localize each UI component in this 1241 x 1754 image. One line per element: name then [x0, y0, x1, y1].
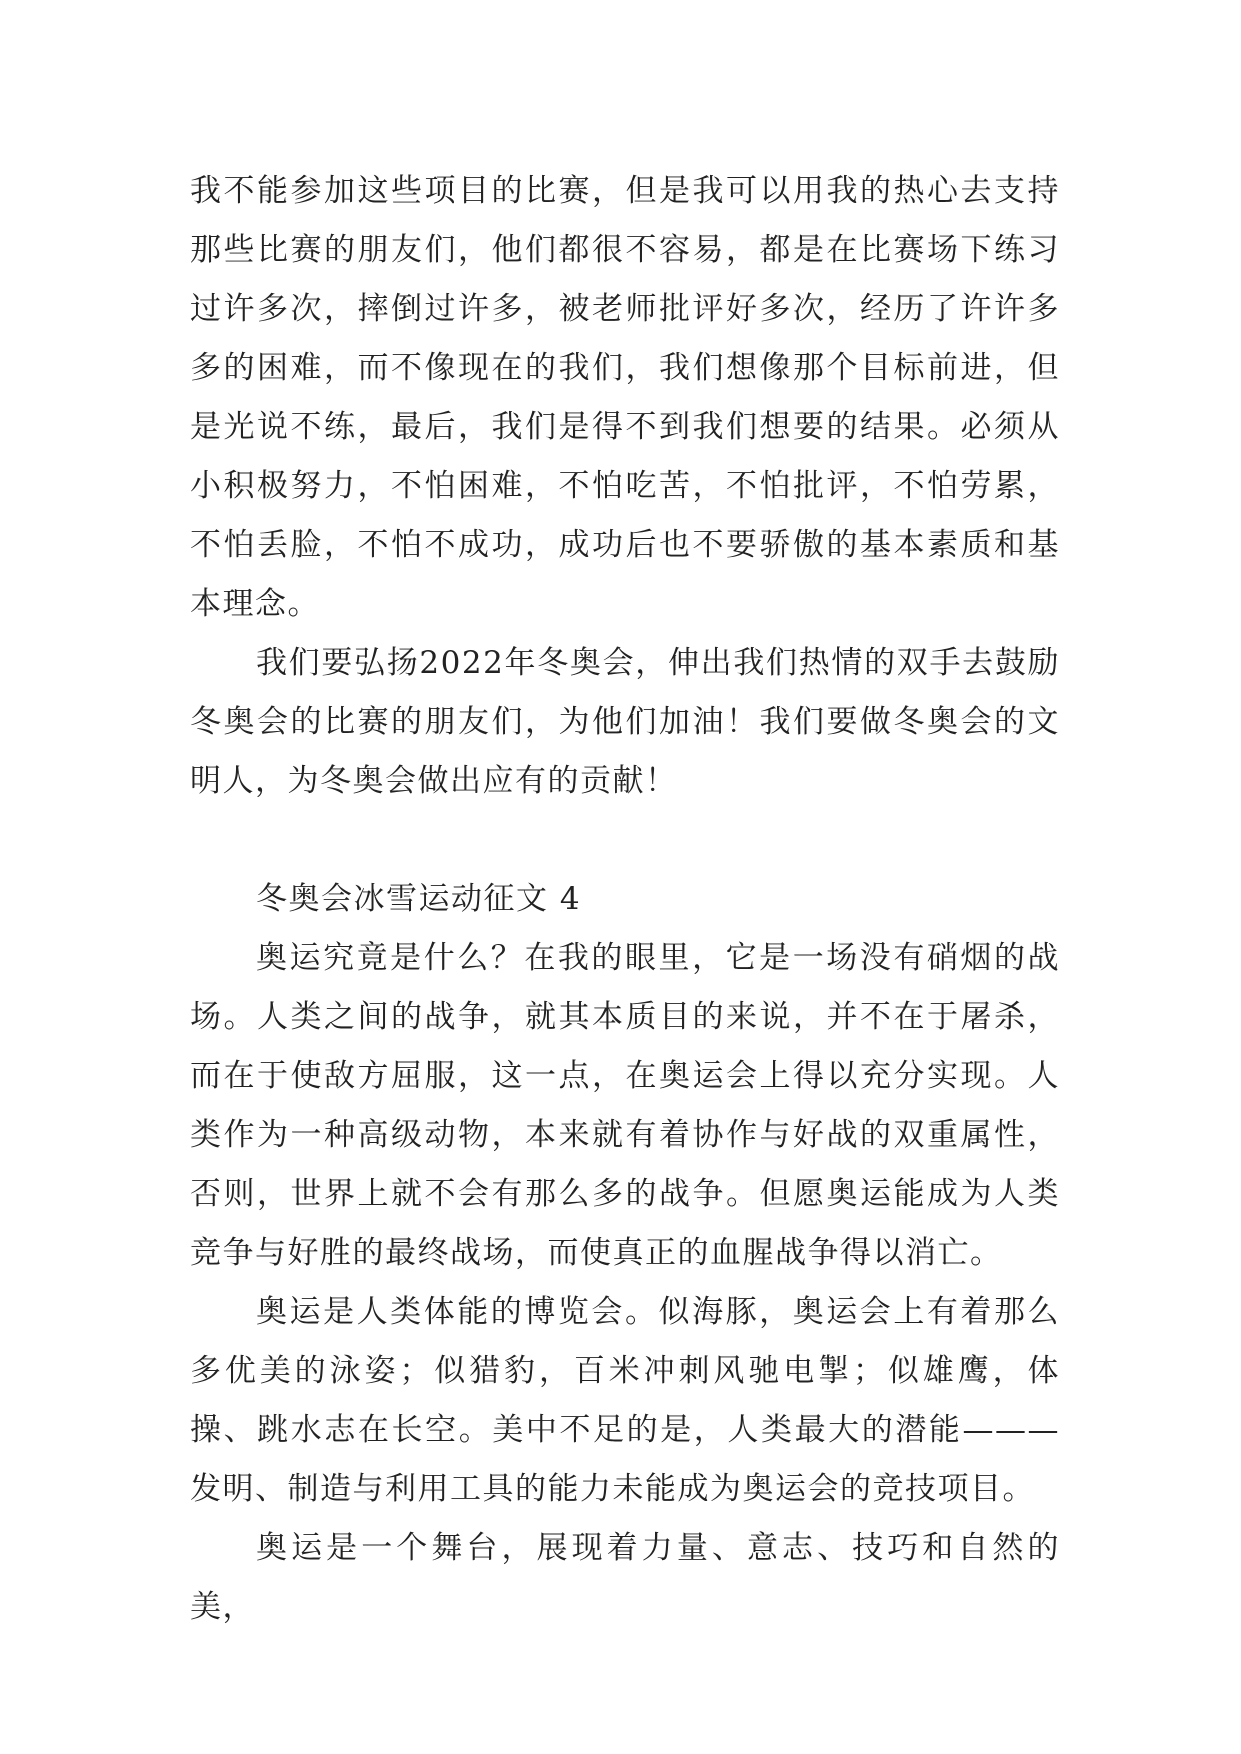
section-title: 冬奥会冰雪运动征文 4 [256, 881, 582, 917]
paragraph-olympics-expo: 奥运是人类体能的博览会。似海豚，奥运会上有着那么多优美的泳姿；似猎豹，百米冲刺风驰电掣；似雄鹰，体操、跳水志在长空。美中不足的是，人类最大的潜能———发明、制造与利用工具的能力未能成为奥运会的竞技项目。 [190, 1294, 1060, 1507]
paragraph-continued: 我不能参加这些项目的比赛，但是我可以用我的热心去支持那些比赛的朋友们，他们都很不容易，都是在比赛场下练习过许多次，摔倒过许多，被老师批评好多次，经历了许许多多的困难，而不像现在的我们，我们想像那个目标前进，但是光说不练，最后，我们是得不到我们想要的结果。必须从小积极努力，不怕困难，不怕吃苦，不怕批评，不怕劳累，不怕丢脸，不怕不成功，成功后也不要骄傲的基本素质和基本理念。 [190, 173, 1060, 622]
paragraph-olympics-battlefield: 奥运究竟是什么？在我的眼里，它是一场没有硝烟的战场。人类之间的战争，就其本质目的来说，并不在于屠杀，而在于使敌方屈服，这一点，在奥运会上得以充分实现。人类作为一种高级动物，本来就有着协作与好战的双重属性，否则，世界上就不会有那么多的战争。但愿奥运能成为人类竞争与好胜的最终战场，而使真正的血腥战争得以消亡。 [190, 940, 1060, 1271]
document-body [190, 162, 1060, 1637]
paragraph-winter-olympics-support: 我们要弘扬2022年冬奥会，伸出我们热情的双手去鼓励冬奥会的比赛的朋友们，为他们加油！我们要做冬奥会的文明人，为冬奥会做出应有的贡献！ [190, 645, 1060, 799]
paragraph-olympics-stage: 奥运是一个舞台，展现着力量、意志、技巧和自然的美， [190, 1530, 1060, 1625]
